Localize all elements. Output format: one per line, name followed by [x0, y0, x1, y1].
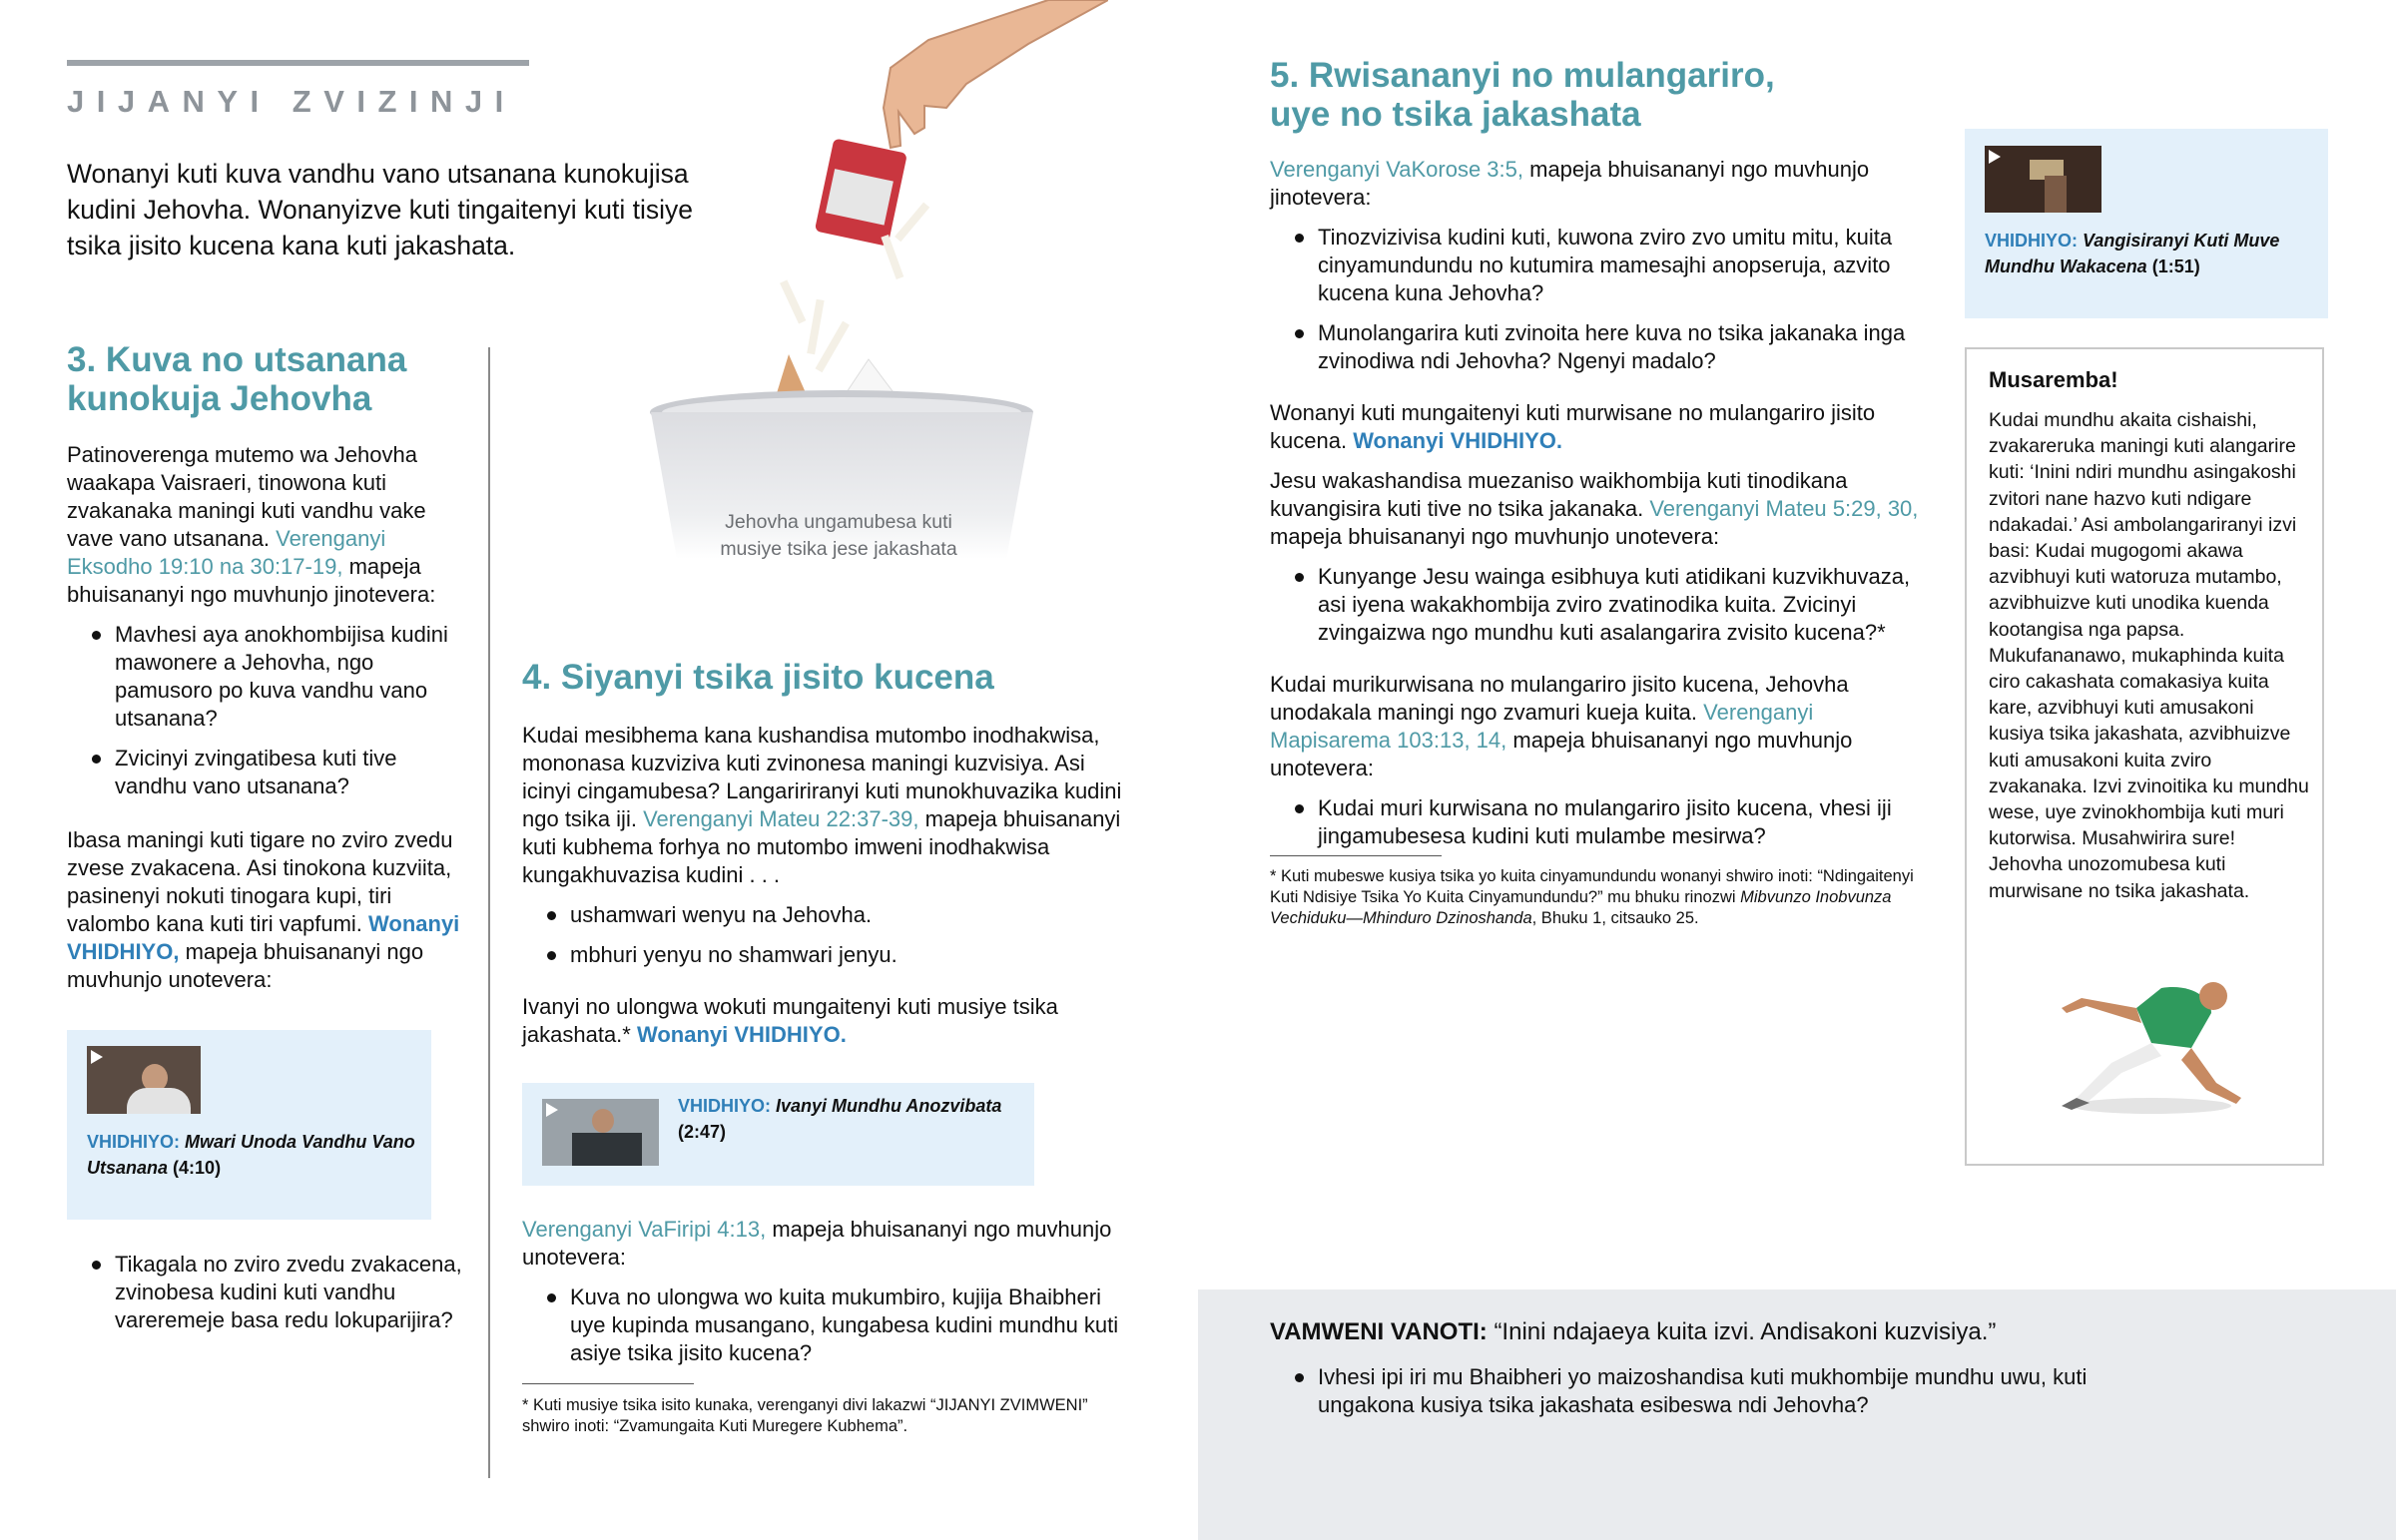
- hand-illustration: [884, 0, 1108, 148]
- section-3: [67, 340, 461, 994]
- list-item: Kuva no ulongwa wo kuita mukumbiro, kujija Bhaibheri uye kupinda musangano, kungabesa kudini mundhu kuti asiye tsika jisito kucena?: [522, 1283, 1126, 1367]
- list-item: Munolangarira kuti zvinoita here kuva no tsika jakanaka inga zvinodiwa ndi Jehovha? Ngenyi madalo?: [1270, 319, 1934, 375]
- illustration-trash: [629, 0, 1108, 559]
- others-say: [1270, 1317, 2368, 1347]
- section-3-paragraph-1: Patinoverenga mutemo wa Jehovha waakapa Vaisraeri, tinowona kuti zvakanaka maningi kuti vandhu vake vave vano utsanana. Verenganyi Eksodho 19:10 na 30:17-19, mapeja bhuisananyi ngo muvhunjo jinotevera:: [67, 442, 436, 607]
- section-5: [1270, 56, 1934, 862]
- section-5-paragraph-4: Kudai murikurwisana no mulangariro jisito kucena, Jehovha unodakala maningi ngo zvamuri kueja kuita. Verenganyi Mapisarema 103:13, 14, mapeja bhuisananyi ngo muvhunjo unotevera:: [1270, 672, 1853, 780]
- scripture-link[interactable]: Verenganyi Mateu 22:37-39,: [643, 806, 919, 831]
- list-item: Mavhesi aya anokhombijisa kudini mawonere a Jehovha, ngo pamusoro po kuva vandhu vano utsanana?: [67, 621, 461, 733]
- runner-illustration: [2042, 968, 2261, 1118]
- footnote-section-4: * Kuti musiye tsika isito kunaka, verenganyi divi lakazwi “JIJANYI ZVIMWENI” shwiro inoti: “Zvamungaita Kuti Muregere Kubhema”.: [522, 1396, 1088, 1435]
- video-link[interactable]: Wonanyi VHIDHIYO,: [67, 911, 460, 964]
- video-caption: VHIDHIYO: Vangisiranyi Kuti Muve Mundhu Wakacena (1:51): [1985, 231, 2280, 276]
- others-say-label: VAMWENI VANOTI:: [1270, 1318, 1488, 1345]
- video-caption: VHIDHIYO: Mwari Unoda Vandhu Vano Utsanana (4:10): [87, 1132, 415, 1178]
- scripture-link[interactable]: Verenganyi VaFiripi 4:13,: [522, 1217, 767, 1242]
- bottom-panel: [1198, 1289, 2396, 1540]
- header-rule: [67, 60, 529, 66]
- video-thumbnail[interactable]: [87, 1046, 201, 1114]
- page-title: JIJANYI ZVIZINJI: [67, 84, 516, 119]
- footnote-rule: [522, 1383, 694, 1384]
- others-say-quote: “Inini ndajaeya kuita izvi. Andisakoni kuzvisiya.”: [1494, 1318, 1997, 1345]
- section-5-paragraph-2: Wonanyi kuti mungaitenyi kuti murwisane no mulangariro jisito kucena. Wonanyi VHIDHIYO.: [1270, 400, 1876, 453]
- section-3-questions: [67, 621, 461, 800]
- column-divider: [488, 347, 490, 1478]
- section-3-questions-2: [67, 1251, 471, 1346]
- footnote-rule: [1270, 855, 1442, 856]
- bottom-question: [1270, 1363, 2128, 1431]
- list-item: mbhuri yenyu no shamwari jenyu.: [522, 941, 1126, 969]
- play-icon[interactable]: [91, 1050, 103, 1064]
- footnote-section-5: * Kuti mubeswe kusiya tsika yo kuita cinyamundundu wonanyi shwiro inoti: “Ndingaitenyi Kuti Ndisiye Tsika Yo Kuita Cinyamundundu?” mu bhuku rinozwi Mibvunzo Inobvunza Vechiduku—Mhinduro Dzinoshanda, Bhuku 1, citsauko 25.: [1270, 867, 1914, 927]
- scripture-link[interactable]: Verenganyi Mateu 5:29, 30,: [1649, 496, 1919, 521]
- section-4-list: [522, 901, 1126, 969]
- image-caption: Jehovha ungamubesa kuti musiye tsika jese jakashata: [720, 511, 957, 560]
- list-item: Kudai muri kurwisana no mulangariro jisito kucena, vhesi iji jingamubesesa kudini kuti mulambe mesirwa?: [1270, 794, 1934, 850]
- play-icon[interactable]: [1989, 150, 2001, 164]
- list-item: Tinozvizivisa kudini kuti, kuwona zviro zvo umitu mitu, kuita cinyamundundu no kutumira mamesajhi anopseruja, azvito kucena kuna Jehovha?: [1270, 224, 1934, 307]
- section-5-list-3: [1270, 794, 1934, 850]
- cigarette-pack-illustration: [815, 138, 907, 247]
- list-item: ushamwari wenyu na Jehovha.: [522, 901, 1126, 929]
- box-title: Musaremba!: [1989, 367, 2118, 392]
- video-thumbnail[interactable]: [542, 1099, 659, 1166]
- video-card-section-4[interactable]: [522, 1083, 1034, 1186]
- video-card-sidebar[interactable]: [1965, 129, 2328, 318]
- section-5-heading: 5. Rwisananyi no mulangariro, uye no tsika jakashata: [1270, 56, 1775, 134]
- intro-text: Wonanyi kuti kuva vandhu vano utsanana kunokujisa kudini Jehovha. Wonanyizve kuti tingaitenyi kuti tisiye tsika jisito kucena kana kuti jakashata.: [67, 159, 694, 260]
- section-3-heading: 3. Kuva no utsanana kunokuja Jehovha: [67, 340, 407, 418]
- video-thumbnail[interactable]: [1985, 146, 2101, 213]
- video-caption: VHIDHIYO: Ivanyi Mundhu Anozvibata (2:47): [678, 1096, 1002, 1142]
- video-link[interactable]: Wonanyi VHIDHIYO.: [636, 1022, 847, 1047]
- section-5-paragraph-3: Jesu wakashandisa muezaniso waikhombija kuti tinodikana kuvangisira kuti tive no tsika jakanaka. Verenganyi Mateu 5:29, 30, mapeja bhuisananyi ngo muvhunjo unotevera:: [1270, 468, 1919, 549]
- section-4-paragraph-3: Verenganyi VaFiripi 4:13, mapeja bhuisananyi ngo muvhunjo unotevera:: [522, 1217, 1112, 1270]
- list-item: Kunyange Jesu wainga esibhuya kuti atidikani kuzvikhuvaza, asi iyena wakakhombija zviro zvatinodika kuita. Zvicinyi zvingaizwa ngo mundhu kuti asalangarira zvisito kucena?*: [1270, 563, 1934, 647]
- section-5-list-2: [1270, 563, 1934, 647]
- scripture-link[interactable]: Verenganyi Eksodho 19:10 na 30:17-19,: [67, 526, 386, 579]
- section-4-list-2: [522, 1283, 1126, 1367]
- section-3-paragraph-2: Ibasa maningi kuti tigare no zviro zvedu zvese zvakacena. Asi tinokona kuzviita, pasinenyi nokuti tinogara kupi, tiri valombo kana kuti tiri vapfumi. Wonanyi VHIDHIYO, mapeja bhuisananyi ngo muvhunjo unotevera:: [67, 827, 460, 992]
- section-4-paragraph-1: Kudai mesibhema kana kushandisa mutombo inodhakwisa, mononasa kuzviziva kuti zvinonesa maningi kuzvisiya. Asi icinyi cingamubesa? Langaririranyi kuti munokhuvazika kudini ngo tsika iji. Verenganyi Mateu 22:37-39, mapeja bhuisananyi kuti kubhema forhya no mutombo imweni inodhakwisa kungakhuvazisa kudini . . .: [522, 723, 1122, 887]
- section-4-paragraph-2: Ivanyi no ulongwa wokuti mungaitenyi kuti musiye tsika jakashata.* Wonanyi VHIDHIYO.: [522, 994, 1058, 1047]
- box-text: Kudai mundhu akaita cishaishi, zvakareruka maningi kuti alangarire kuti: ‘Inini ndiri mundhu asingakoshi zvitori nane hazvo kuti ndigare ndakadai.’ Asi ambolangariranyi izvi basi: Kudai mugogomi akawa azvibhuyi kuti watoruza mutambo, azvibhuizve kuti unodika kuenda kootangisa nga papsa. Mukufananawo, mukaphinda kuita ciro cakashata comakasiya kuita kare, azvibhuyi kuti amusakoni kusiya tsika jakashata, azvibhuizve kuti amusakoni kuita zviro zvakanaka. Izvi zvinoitika ku mundhu wese, uye zvinokhombija kuti muri kutorwisa. Musahwirira sure! Jehovha unozomubesa kuti murwisane no tsika jakashata.: [1989, 409, 2309, 902]
- section-4: [522, 658, 1126, 1049]
- scripture-link[interactable]: Verenganyi Mapisarema 103:13, 14,: [1270, 700, 1814, 753]
- section-4-heading: 4. Siyanyi tsika jisito kucena: [522, 658, 994, 697]
- list-item: Tikagala no zviro zvedu zvakacena, zvinobesa kudini kuti vandhu vareremeje basa redu lokuparijira?: [67, 1251, 471, 1334]
- section-4-part-2: [522, 1216, 1126, 1379]
- video-card-section-3[interactable]: [67, 1030, 431, 1220]
- video-link[interactable]: Wonanyi VHIDHIYO.: [1353, 428, 1563, 453]
- list-item: Zvicinyi zvingatibesa kuti tive vandhu vano utsanana?: [67, 745, 461, 800]
- play-icon[interactable]: [546, 1103, 558, 1117]
- list-item: Ivhesi ipi iri mu Bhaibheri yo maizoshandisa kuti mukhombije mundhu uwu, kuti ungakona kusiya tsika jakashata esibeswa ndi Jehovha?: [1270, 1363, 2128, 1419]
- section-5-list-1: [1270, 224, 1934, 375]
- section-5-paragraph-1: Verenganyi VaKorose 3:5, mapeja bhuisananyi ngo muvhunjo jinotevera:: [1270, 157, 1870, 210]
- scripture-link[interactable]: Verenganyi VaKorose 3:5,: [1270, 157, 1523, 182]
- encouragement-box: [1965, 347, 2324, 1166]
